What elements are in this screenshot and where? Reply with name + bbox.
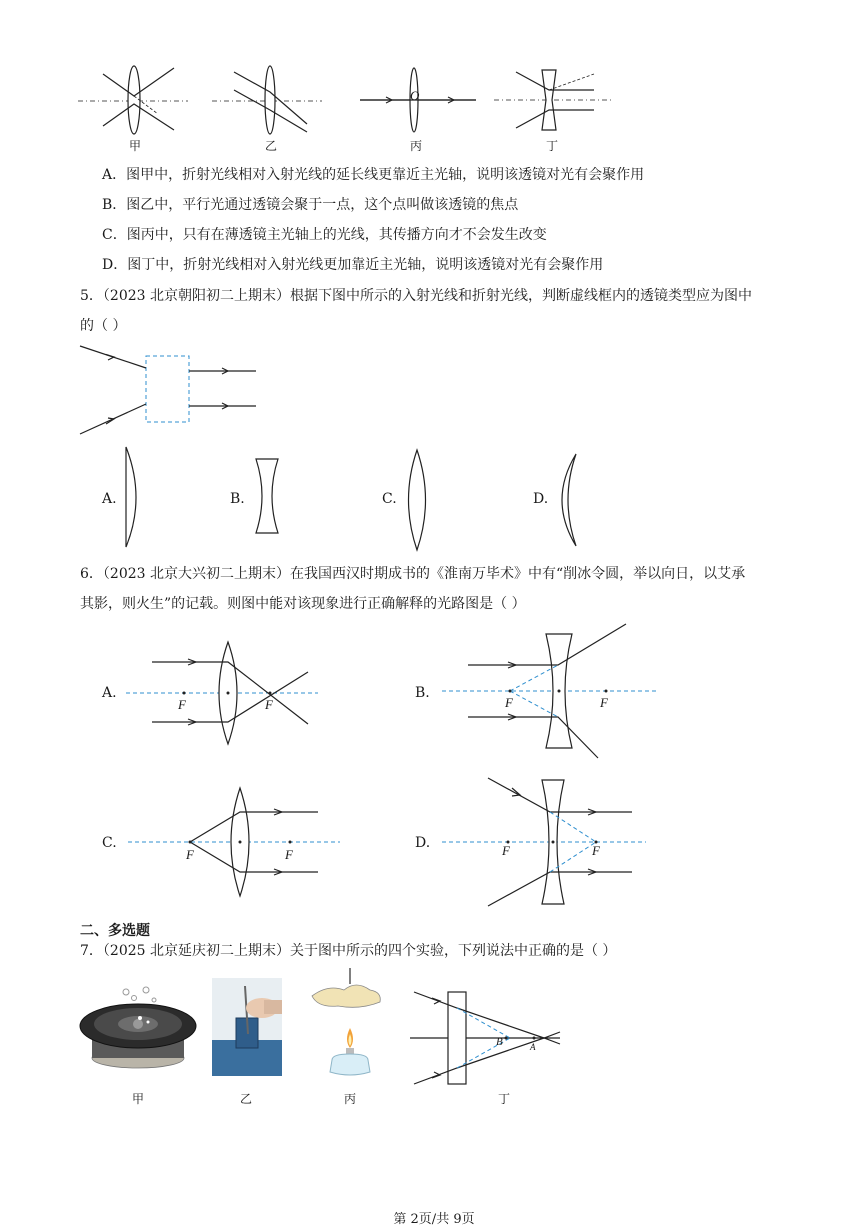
q7-label-bing: 丙	[344, 1092, 357, 1106]
q6-option-c-label: C.	[102, 835, 117, 851]
q7-point-a: A	[530, 1042, 536, 1052]
q5-option-c-label: C.	[382, 491, 397, 507]
q6-d-focus-left: F	[502, 843, 510, 858]
q6-b-focus-left: F	[505, 695, 513, 710]
q7-question-line1: 7．（2025 北京延庆初二上期末）关于图中所示的四个实验，下列说法中正确的是（ ）	[80, 943, 617, 959]
q6-option-a-label: A.	[102, 685, 117, 701]
q7-figure-jia-speaker	[78, 978, 198, 1078]
q7-label-yi: 乙	[240, 1092, 253, 1106]
q4-center-label: O	[410, 88, 420, 103]
q7-label-jia: 甲	[132, 1092, 145, 1106]
q6-a-focus-right: F	[265, 697, 273, 712]
q6-option-d-label: D.	[415, 835, 431, 851]
q4-figure-yi	[212, 62, 322, 142]
q5-question-line1: 5．（2023 北京朝阳初二上期末）根据下图中所示的入射光线和折射光线，判断虚线框内的透镜类型应为图中	[80, 288, 752, 304]
q6-option-c-diagram	[124, 784, 344, 900]
q4-label-bing: 丙	[410, 139, 423, 153]
q5-option-a-lens	[118, 443, 148, 553]
q6-c-focus-left: F	[186, 847, 194, 862]
q5-option-a-label: A.	[102, 491, 117, 507]
q5-option-d-label: D.	[533, 491, 549, 507]
q6-d-focus-right: F	[592, 843, 600, 858]
q6-question-line1: 6．（2023 北京大兴初二上期末）在我国西汉时期成书的《淮南万毕术》中有“削冰令圆，举以向日，以艾承	[80, 566, 746, 582]
q5-option-b-label: B.	[230, 491, 245, 507]
q4-figure-jia	[78, 62, 188, 142]
q6-option-a-diagram	[122, 638, 322, 748]
q4-label-yi: 乙	[265, 139, 278, 153]
q7-figure-bing-lamp	[308, 968, 384, 1080]
q6-option-b-label: B.	[415, 685, 430, 701]
q5-option-d-lens	[552, 450, 582, 550]
q6-c-focus-right: F	[285, 847, 293, 862]
q6-b-focus-right: F	[600, 695, 608, 710]
section-title: 二、多选题	[80, 923, 150, 939]
q4-label-jia: 甲	[129, 139, 142, 153]
q6-question-line2: 其影，则火生”的记载。则图中能对该现象进行正确解释的光路图是（ ）	[80, 596, 526, 612]
q7-figure-yi-beaker	[212, 978, 282, 1078]
q4-option-c: C．图丙中，只有在薄透镜主光轴上的光线，其传播方向才不会发生改变	[102, 227, 547, 243]
q4-option-b: B．图乙中，平行光通过透镜会聚于一点，这个点叫做该透镜的焦点	[102, 197, 519, 213]
q4-label-ding: 丁	[546, 139, 559, 153]
q7-point-b: B	[496, 1036, 503, 1048]
q5-question-line2: 的（ ）	[80, 318, 127, 334]
q4-figure-ding	[494, 62, 614, 142]
q4-option-a: A．图甲中，折射光线相对入射光线的延长线更靠近主光轴，说明该透镜对光有会聚作用	[102, 167, 645, 183]
q6-option-d-diagram	[438, 774, 650, 910]
q5-option-c-lens	[400, 448, 434, 554]
q6-a-focus-left: F	[178, 697, 186, 712]
q5-option-b-lens	[250, 455, 284, 537]
q7-figure-ding-rays	[410, 986, 562, 1086]
q4-option-d: D．图丁中，折射光线相对入射光线更加靠近主光轴，说明该透镜对光有会聚作用	[102, 257, 604, 273]
page-footer: 第 2页/共 9页	[393, 1212, 475, 1227]
q6-option-b-diagram	[438, 618, 662, 766]
q7-label-ding: 丁	[498, 1092, 511, 1106]
q5-ray-box-figure	[76, 338, 266, 438]
